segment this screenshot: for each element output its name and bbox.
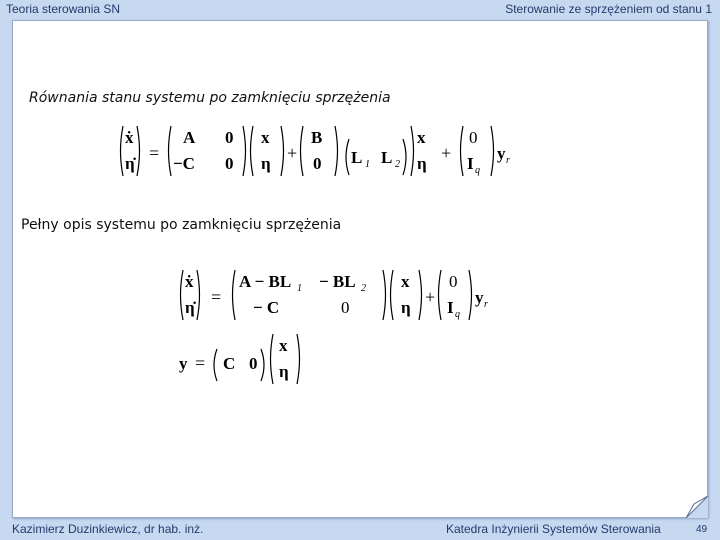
eq1-state2-eta: η bbox=[417, 154, 427, 173]
eq2-matrix-minus-bl2: − BL bbox=[319, 272, 356, 291]
eq2-ref-y: y bbox=[475, 288, 484, 307]
eq1-ref-i-sub: q bbox=[475, 165, 480, 176]
eq2-state-eta: η bbox=[401, 298, 411, 317]
eq1-ref-y-sub: r bbox=[506, 155, 510, 166]
eq2-lhs-etadot: η̇ bbox=[185, 298, 195, 317]
eq1-matrix-minus-c: −C bbox=[173, 154, 195, 173]
eq1-matrix-0: 0 bbox=[225, 128, 234, 147]
eq2-matrix-0: 0 bbox=[341, 298, 350, 317]
header-course-title: Teoria sterowania SN bbox=[6, 2, 121, 16]
svg-text:=: = bbox=[211, 287, 222, 307]
eq1-state2-x: x bbox=[417, 128, 426, 147]
eq1-gain-l2: L bbox=[381, 148, 393, 167]
eq1-gain-l1-sub: 1 bbox=[365, 159, 370, 170]
eq1-ref-i: I bbox=[467, 154, 474, 173]
footer-author: Kazimierz Duzinkiewicz, dr hab. inż. bbox=[12, 522, 204, 536]
eq1-matrix-a: A bbox=[183, 128, 196, 147]
equation-output bbox=[173, 329, 313, 389]
eq1-lhs-xdot: ẋ bbox=[125, 128, 134, 147]
footer-department: Katedra Inżynierii Systemów Sterowania bbox=[446, 522, 661, 536]
eq1-state-eta: η bbox=[261, 154, 271, 173]
equation-full-description bbox=[173, 265, 493, 325]
eq2-ref-y-sub: r bbox=[484, 299, 488, 310]
eq1-ref-0: 0 bbox=[469, 128, 478, 147]
eq2-matrix-a-bl1-sub: 1 bbox=[297, 283, 302, 294]
eq3-equals: = bbox=[195, 353, 206, 373]
eq2-state-x: x bbox=[401, 272, 410, 291]
svg-text:=: = bbox=[149, 143, 160, 163]
eq3-lhs-y: y bbox=[179, 354, 188, 373]
footer-page-number: 49 bbox=[696, 524, 708, 535]
svg-text:+: + bbox=[441, 143, 452, 163]
svg-text:+: + bbox=[287, 143, 298, 163]
eq1-input-b: B bbox=[311, 128, 323, 147]
header-slide-topic: Sterowanie ze sprzężeniem od stanu 1 bbox=[505, 2, 712, 16]
eq2-matrix-minus-bl2-sub: 2 bbox=[361, 283, 366, 294]
eq1-matrix-0b: 0 bbox=[225, 154, 234, 173]
eq1-gain-l2-sub: 2 bbox=[395, 159, 400, 170]
section-heading-closed-loop-state: Równania stanu systemu po zamknięciu sprzężenia bbox=[29, 90, 391, 106]
eq1-state-x: x bbox=[261, 128, 270, 147]
eq2-matrix-a-bl1: A − BL bbox=[239, 272, 292, 291]
section-heading-full-description: Pełny opis systemu po zamknięciu sprzężenia bbox=[21, 217, 342, 233]
eq3-state-x: x bbox=[279, 336, 288, 355]
svg-text:+: + bbox=[425, 287, 436, 307]
eq3-row-0: 0 bbox=[249, 354, 258, 373]
page-fold-icon bbox=[686, 496, 708, 518]
eq2-lhs-xdot: ẋ bbox=[185, 272, 194, 291]
eq2-ref-0: 0 bbox=[449, 272, 458, 291]
eq2-ref-i: I bbox=[447, 298, 454, 317]
eq1-gain-l1: L bbox=[351, 148, 363, 167]
slide-sheet bbox=[12, 20, 708, 518]
eq1-input-0: 0 bbox=[313, 154, 322, 173]
eq2-ref-i-sub: q bbox=[455, 309, 460, 320]
eq1-ref-y: y bbox=[497, 144, 506, 163]
eq3-state-eta: η bbox=[279, 362, 289, 381]
eq3-row-c: C bbox=[223, 354, 236, 373]
eq1-lhs-etadot: η̇ bbox=[125, 154, 135, 173]
equation-closed-loop-state bbox=[113, 121, 513, 181]
eq2-matrix-minus-c: − C bbox=[253, 298, 280, 317]
